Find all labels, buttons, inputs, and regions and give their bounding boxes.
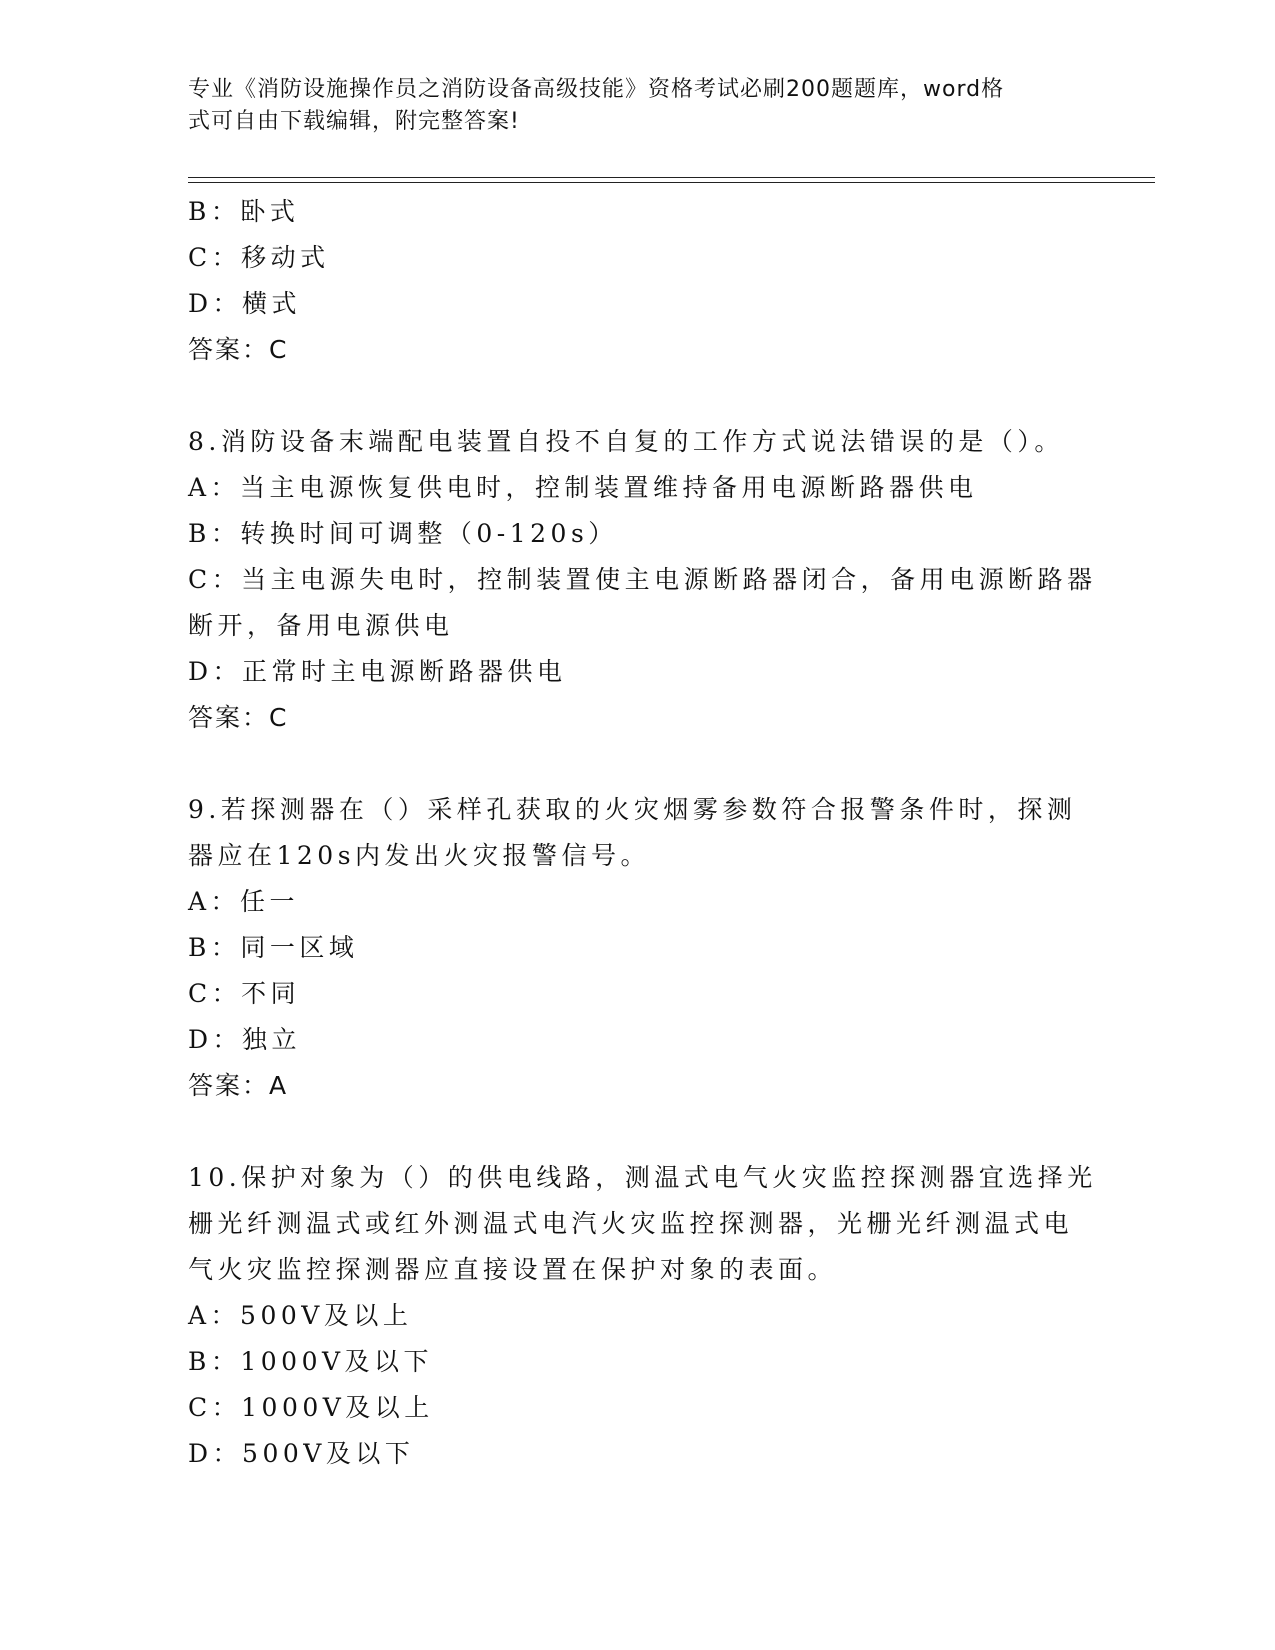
option-b: B：卧式 <box>188 197 300 226</box>
option-c: C：1000V及以上 <box>188 1393 434 1422</box>
answer: 答案：A <box>188 1071 289 1100</box>
spacer <box>188 373 1088 419</box>
question-text: 10.保护对象为（）的供电线路，测温式电气火灾监控探测器宜选择光 <box>188 1163 1097 1192</box>
prev-question <box>188 189 1088 373</box>
question-9 <box>188 787 1088 1109</box>
question-text-continued: 气火灾监控探测器应直接设置在保护对象的表面。 <box>188 1255 838 1284</box>
option-a: A：500V及以上 <box>188 1301 413 1330</box>
option-a: A：当主电源恢复供电时，控制装置维持备用电源断路器供电 <box>188 473 978 502</box>
answer: 答案：C <box>188 703 289 732</box>
option-c-continued: 断开，备用电源供电 <box>188 611 454 640</box>
header-rule-bottom <box>188 182 1155 183</box>
option-c: C：不同 <box>188 979 301 1008</box>
option-b: B：1000V及以下 <box>188 1347 434 1376</box>
answer: 答案：C <box>188 335 289 364</box>
question-text: 8.消防设备末端配电装置自投不自复的工作方式说法错误的是（）。 <box>188 427 1064 456</box>
question-text: 9.若探测器在（）采样孔获取的火灾烟雾参数符合报警条件时，探测 <box>188 795 1077 824</box>
option-d: D：正常时主电源断路器供电 <box>188 657 567 686</box>
option-d: D：独立 <box>188 1025 302 1054</box>
option-c: C：移动式 <box>188 243 330 272</box>
header-rule-top <box>188 177 1155 178</box>
spacer <box>188 741 1088 787</box>
header-line-1: 专业《消防设施操作员之消防设备高级技能》资格考试必刷200题题库，word格 <box>188 77 1005 102</box>
spacer <box>188 1109 1088 1155</box>
document-body <box>188 189 1097 1477</box>
option-b: B：转换时间可调整（0-120s） <box>188 519 618 548</box>
option-b: B：同一区域 <box>188 933 359 962</box>
question-8 <box>188 419 1097 741</box>
option-c: C：当主电源失电时，控制装置使主电源断路器闭合，备用电源断路器 <box>188 565 1097 594</box>
header-line-2: 式可自由下载编辑，附完整答案! <box>188 109 520 134</box>
document-header <box>188 74 1068 138</box>
question-10 <box>188 1155 1097 1477</box>
option-d: D：横式 <box>188 289 302 318</box>
question-text-continued: 器应在120s内发出火灾报警信号。 <box>188 841 651 870</box>
option-d: D：500V及以下 <box>188 1439 415 1468</box>
question-text-continued: 栅光纤测温式或红外测温式电汽火灾监控探测器，光栅光纤测温式电 <box>188 1209 1074 1238</box>
option-a: A：任一 <box>188 887 300 916</box>
